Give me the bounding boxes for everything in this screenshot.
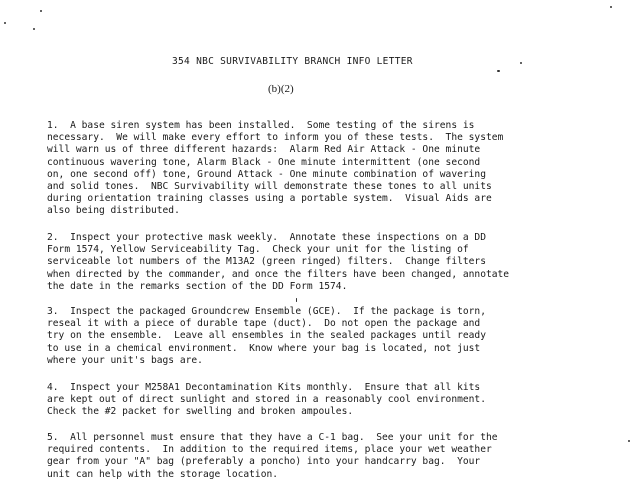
paragraph-1 [47, 120, 503, 218]
scan-speck [497, 70, 500, 72]
text-line: gear from your "A" bag (preferably a poncho) into your handcarry bag. Your [47, 456, 481, 468]
text-line: reseal it with a piece of durable tape (duct). Do not open the package and [47, 318, 481, 330]
paragraph-3 [47, 306, 486, 367]
text-line: required contents. In addition to the required items, place your wet weather [47, 444, 492, 456]
text-line: 4. Inspect your M258A1 Decontamination Kits monthly. Ensure that all kits [47, 382, 481, 393]
text-line: 3. Inspect the packaged Groundcrew Ensemble (GCE). If the package is torn, [47, 306, 486, 317]
text-line: 1. A base siren system has been installed. Some testing of the sirens is [47, 120, 475, 131]
scan-speck [40, 10, 42, 12]
text-line: during orientation training classes using a portable system. Visual Aids are [47, 193, 492, 205]
text-line: are kept out of direct sunlight and stored in a reasonably cool environment. [47, 394, 486, 406]
paragraph-5 [47, 432, 498, 480]
text-line: also being distributed. [47, 205, 180, 217]
scan-speck [4, 22, 6, 24]
text-line: Form 1574, Yellow Serviceability Tag. Check your unit for the listing of [47, 244, 469, 256]
redaction-mark: (b)(2) [268, 83, 294, 95]
paragraph-2 [47, 232, 509, 293]
scan-speck [610, 6, 612, 8]
text-line: on, one second off) tone, Ground Attack - One minute combination of wavering [47, 168, 486, 180]
text-line: serviceable lot numbers of the M13A2 (green ringed) filters. Change filters [47, 256, 486, 268]
text-line: necessary. We will make every effort to inform you of these tests. The system [47, 132, 504, 144]
text-line: will warn us of three different hazards: Alarm Red Air Attack - One minute [47, 144, 481, 156]
scan-speck [296, 298, 297, 302]
text-line: 5. All personnel must ensure that they have a C-1 bag. See your unit for the [47, 432, 498, 443]
text-line: 2. Inspect your protective mask weekly. Annotate these inspections on a DD [47, 232, 486, 243]
text-line: continuous wavering tone, Alarm Black - One minute intermittent (one second [47, 156, 481, 168]
page-title: 354 NBC SURVIVABILITY BRANCH INFO LETTER [172, 56, 413, 67]
text-line: where your unit's bags are. [47, 354, 203, 366]
scan-speck [520, 62, 522, 64]
text-line: try on the ensemble. Leave all ensembles in the sealed packages until ready [47, 330, 486, 342]
text-line: Check the #2 packet for swelling and broken ampoules. [47, 406, 354, 418]
scan-speck [33, 28, 35, 30]
text-line: the date in the remarks section of the DD Form 1574. [47, 280, 348, 292]
text-line: and solid tones. NBC Survivability will demonstrate these tones to all units [47, 181, 492, 193]
text-line: to use in a chemical environment. Know where your bag is located, not just [47, 342, 481, 354]
text-line: when directed by the commander, and once the filters have been changed, annotate [47, 268, 510, 280]
text-line: unit can help with the storage location. [47, 468, 279, 480]
scan-speck [628, 440, 630, 442]
paragraph-4 [47, 382, 486, 419]
